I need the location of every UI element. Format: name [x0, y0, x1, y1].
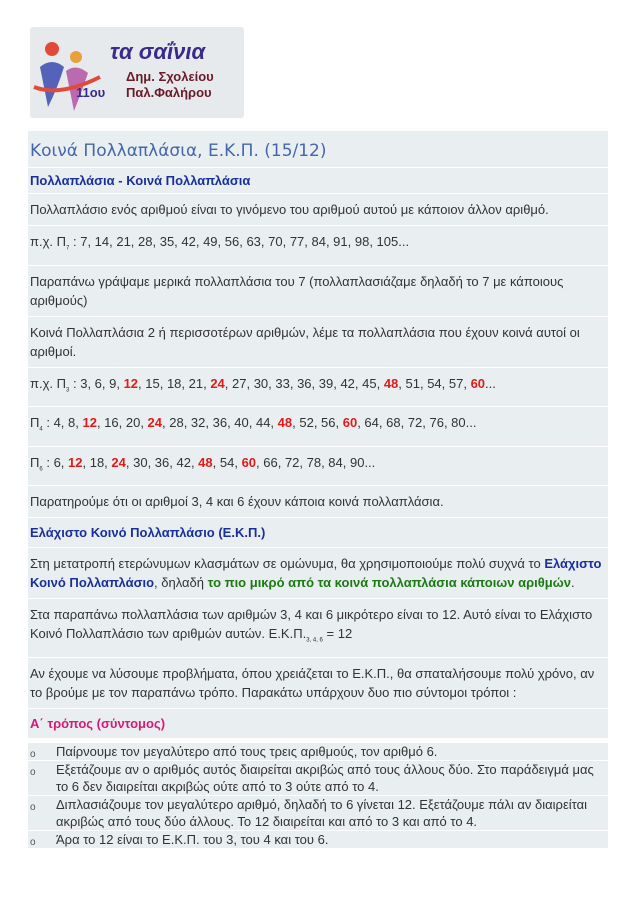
highlight-number: 48: [277, 415, 293, 431]
text: : 4, 8,: [42, 415, 83, 431]
text: , 54,: [212, 454, 242, 470]
highlight-number: 60: [241, 454, 257, 470]
text: , 66, 72, 78, 84, 90...: [256, 454, 376, 470]
page-title: Κοινά Πολλαπλάσια, Ε.Κ.Π. (15/12): [28, 131, 608, 168]
example-subscript: 4: [39, 426, 43, 433]
list-item: [28, 831, 608, 849]
highlight-number: 60: [470, 375, 486, 391]
highlight-number: 12: [82, 415, 97, 431]
text: ...: [485, 375, 496, 391]
bullet-icon: o: [30, 766, 36, 778]
example-subscript: 6: [39, 466, 43, 473]
paragraph-observation: Παρατηρούμε ότι οι αριθμοί 3, 4 και 6 έχουν κάποια κοινά πολλαπλάσια.: [28, 486, 608, 518]
text: = 12: [322, 626, 353, 642]
section-heading-lcm: Ελάχιστο Κοινό Πολλαπλάσιο (Ε.Κ.Π.): [28, 518, 608, 548]
example-subscript: 7: [66, 245, 70, 252]
highlight-number: 60: [342, 415, 358, 431]
highlight-number: 24: [111, 454, 126, 470]
section-heading-multiples: Πολλαπλάσια - Κοινά Πολλαπλάσια: [28, 168, 608, 194]
emphasis-definition: το πιο μικρό από τα κοινά πολλαπλάσια κάποιων αριθμών: [207, 575, 571, 591]
emphasis-term: Ελάχιστο Κοινό Πολλαπλάσιο: [30, 556, 602, 591]
example-multiples-4: [28, 407, 608, 447]
example-multiples-6: [28, 447, 608, 487]
example-list: : 7, 14, 21, 28, 35, 42, 49, 56, 63, 70, 77, 84, 91, 98, 105...: [69, 234, 410, 249]
text: , 16, 20,: [96, 415, 148, 431]
subscript: 3, 4, 6: [306, 637, 323, 644]
text: , 15, 18, 21,: [138, 375, 211, 391]
section-heading-method-a: Α΄ τρόπος (σύντομος): [28, 709, 608, 739]
paragraph-shortcuts: Αν έχουμε να λύσουμε προβλήματα, όπου χρειάζεται το Ε.Κ.Π., θα σπαταλήσουμε πολύ χρόνο, αν το βρούμε με τον παραπάνω τρόπο. Παρακάτω υπάρχουν δυο πιο σύντομοι τρόποι :: [28, 658, 608, 709]
bullet-icon: o: [30, 748, 36, 760]
text: , 27, 30, 33, 36, 39, 42, 45,: [224, 375, 384, 391]
paragraph-common-multiples: Κοινά Πολλαπλάσια 2 ή περισσοτέρων αριθμών, λέμε τα πολλαπλάσια που έχουν κοινά αυτοί οι αριθμοί.: [28, 317, 608, 368]
highlight-number: 24: [147, 415, 163, 431]
list-item-text: Εξετάζουμε αν ο αριθμός αυτός διαιρείται ακριβώς από τους άλλους δύο. Στο παράδειγμά μας το 6 δεν διαιρείται ακριβώς ούτε από το 3 ούτε από το 4.: [56, 761, 594, 794]
text: , 52, 56,: [292, 415, 343, 431]
highlight-number: 12: [123, 375, 139, 391]
list-item-text: Διπλασιάζουμε τον μεγαλύτερο αριθμό, δηλαδή το 6 γίνεται 12. Εξετάζουμε πάλι αν διαιρείται ακριβώς από τους δύο άλλους. Το 12 διαιρείται και από το 3 και από το 4.: [56, 796, 587, 829]
paragraph-lcm-result: [28, 599, 608, 658]
example-prefix: Π: [30, 415, 40, 431]
example-subscript: 3: [66, 387, 70, 394]
highlight-number: 48: [198, 454, 213, 470]
text: , 28, 32, 36, 40, 44,: [162, 415, 278, 431]
example-prefix: π.χ. Π: [30, 234, 67, 249]
paragraph-explanation: Παραπάνω γράψαμε μερικά πολλαπλάσια του 7 (πολλαπλασιάζαμε δηλαδή το 7 με κάποιους αριθμούς): [28, 266, 608, 317]
bullet-icon: o: [30, 836, 36, 848]
list-item: [28, 796, 608, 831]
text: Στα παραπάνω πολλαπλάσια των αριθμών 3, 4 και 6 μικρότερο είναι το 12. Αυτό είναι το Ελάχιστο Κοινό Πολλαπλάσιο των αριθμών αυτών. Ε.Κ.Π.: [30, 607, 593, 642]
list-item: [28, 743, 608, 761]
paragraph-lcm-usage: [28, 548, 608, 599]
list-item-text: Παίρνουμε τον μεγαλύτερο από τους τρεις αριθμούς, τον αριθμό 6.: [56, 743, 438, 759]
highlight-number: 48: [383, 375, 399, 391]
example-multiples-7: [28, 226, 608, 266]
text: : 3, 6, 9,: [69, 375, 124, 391]
steps-list: [28, 743, 608, 849]
example-multiples-3: [28, 368, 608, 408]
article: [28, 131, 608, 849]
text: .: [570, 575, 575, 591]
text: Στη μετατροπή ετερώνυμων κλασμάτων σε ομώνυμα, θα χρησιμοποιούμε πολύ συχνά το: [30, 556, 545, 572]
example-prefix: Π: [30, 454, 40, 470]
highlight-number: 24: [210, 375, 225, 391]
logo-line3-number: 11ου: [76, 85, 106, 100]
text: , 64, 68, 72, 76, 80...: [357, 415, 477, 431]
logo-title: τα σαΐνια: [110, 39, 206, 64]
site-logo[interactable]: [30, 27, 244, 118]
logo-line3-place: Παλ.Φαλήρου: [126, 85, 212, 100]
bullet-icon: o: [30, 801, 36, 813]
list-item: [28, 761, 608, 796]
list-item-text: Άρα το 12 είναι το Ε.Κ.Π. του 3, του 4 και του 6.: [56, 831, 329, 847]
text: , 18,: [82, 454, 112, 470]
paragraph-definition: Πολλαπλάσιο ενός αριθμού είναι το γινόμενο του αριθμού αυτού με κάποιον άλλον αριθμό.: [28, 194, 608, 226]
logo-line2: Δημ. Σχολείου: [126, 69, 214, 84]
text: , 51, 54, 57,: [398, 375, 471, 391]
text: : 6,: [42, 454, 69, 470]
highlight-number: 12: [68, 454, 83, 470]
text: , 30, 36, 42,: [125, 454, 199, 470]
text: , δηλαδή: [154, 575, 208, 591]
example-prefix: π.χ. Π: [30, 375, 67, 391]
